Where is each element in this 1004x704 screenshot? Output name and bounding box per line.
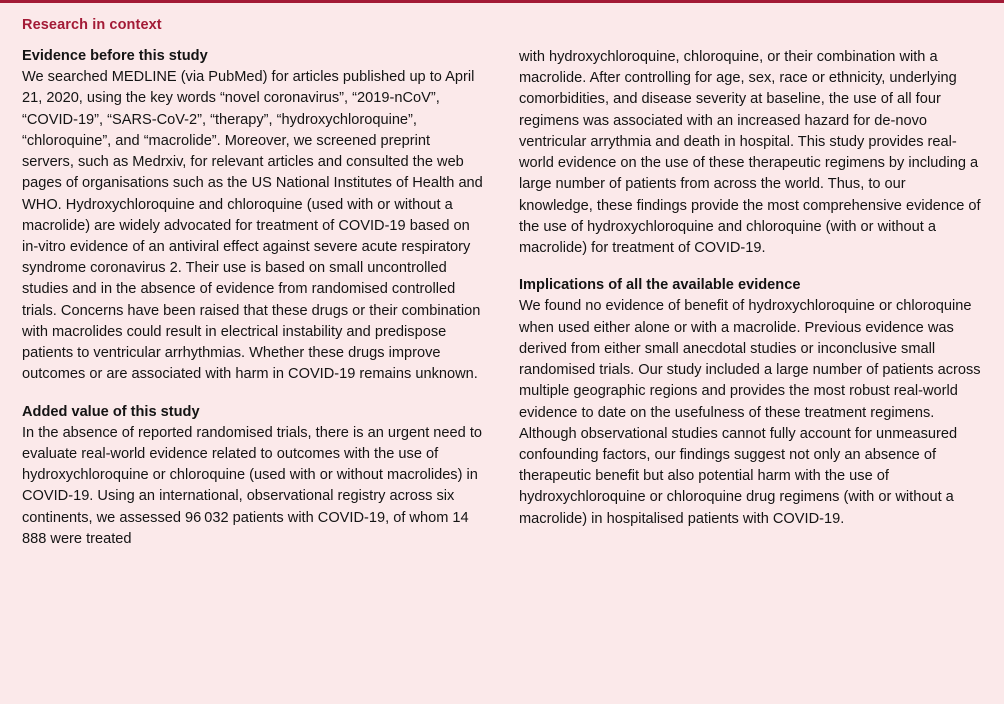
section-added-value-of-this-study bbox=[22, 403, 485, 551]
section-paragraph: with hydroxychloroquine, chloroquine, or their combination with a macrolide. After controlling for age, sex, race or ethnicity, underlying comorbidities, and disease severity at baseline, the use of all four regimens was associated with an increased hazard for de-novo ventricular arrythmia and death in hospital. This study provides real-world evidence on the use of these therapeutic regimens by including a large number of patients from across the world. Thus, to our knowledge, these findings provide the most comprehensive evidence of the use of hydroxychloroquine and chloroquine (with or without a macrolide) for treatment of COVID-19. bbox=[519, 49, 981, 256]
section-implications-of-all-the-available-evidence bbox=[519, 276, 982, 530]
section-heading: Evidence before this study bbox=[22, 48, 208, 64]
left-column bbox=[22, 47, 485, 550]
section-added-value-continued bbox=[519, 47, 982, 259]
panel-title: Research in context bbox=[22, 17, 162, 33]
section-paragraph: We searched MEDLINE (via PubMed) for articles published up to April 21, 2020, using the key words “novel coronavirus”, “2019-nCoV”, “COVID-19”, “SARS-CoV-2”, “therapy”, “hydroxychloroquine”, “chloroquine”, and “macrolide”. Moreover, we screened preprint servers, such as Medrxiv, for relevant articles and consulted the web pages of organisations such as the US National Institutes of Health and WHO. Hydroxychloroquine and chloroquine (used with or without a macrolide) are widely advocated for treatment of COVID-19 based on in-vitro evidence of an antiviral effect against severe acute respiratory syndrome coronavirus 2. Their use is based on small uncontrolled studies and in the absence of evidence from randomised controlled trials. Concerns have been raised that these drugs or their combination with macrolides could result in electrical instability and predispose patients to ventricular arrhythmias. Whether these drugs improve outcomes or are associated with harm in COVID-19 remains unknown. bbox=[22, 69, 483, 383]
section-evidence-before-this-study bbox=[22, 47, 485, 386]
section-paragraph: In the absence of reported randomised trials, there is an urgent need to evaluate real-world evidence related to outcomes with the use of hydroxychloroquine or chloroquine (used with or without macrolides) in COVID-19. Using an international, observational registry across six continents, we assessed 96 032 patients with COVID-19, of whom 14 888 were treated bbox=[22, 424, 482, 547]
two-column-body bbox=[22, 47, 982, 550]
section-heading: Implications of all the available evidence bbox=[519, 277, 801, 294]
section-heading: Added value of this study bbox=[22, 403, 200, 420]
section-paragraph: We found no evidence of benefit of hydroxychloroquine or chloroquine when used either alone or with a macrolide. Previous evidence was derived from either small anecdotal studies or inconclusive small randomised trials. Our study included a large number of patients across multiple geographic regions and provides the most robust real-world evidence to date on the usefulness of these treatment regimens. Although observational studies cannot fully account for unmeasured confounding factors, our findings suggest not only an absence of therapeutic benefit but also potential harm with the use of hydroxychloroquine or chloroquine drug regimens (with or without a macrolide) in hospitalised patients with COVID-19. bbox=[519, 298, 981, 527]
right-column bbox=[519, 47, 982, 530]
